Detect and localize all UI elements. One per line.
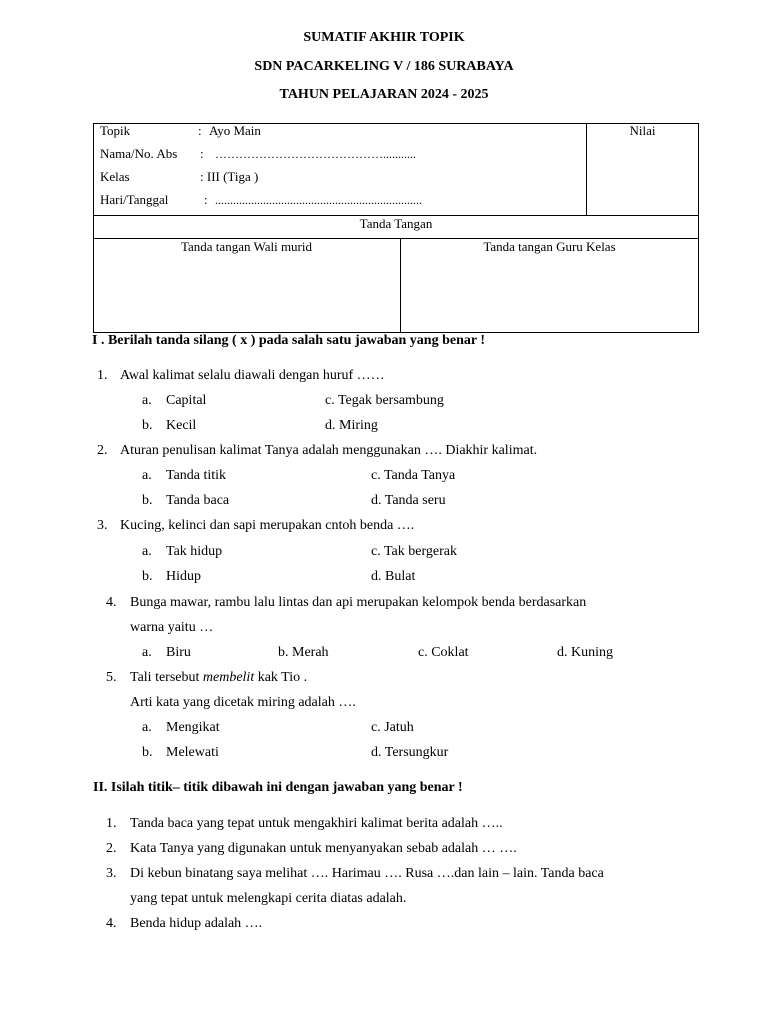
nama-separator: : (200, 146, 204, 161)
option-d[interactable]: d. Tersungkur (371, 745, 449, 760)
option-c[interactable]: c. Tanda Tanya (371, 468, 456, 483)
ttd-wali-label: Tanda tangan Wali murid (180, 239, 312, 254)
option-c[interactable]: c. Tegak bersambung (325, 393, 444, 408)
option-a[interactable]: Tak hidup (166, 544, 223, 559)
option-b-letter: b. (142, 745, 153, 760)
option-a-letter: a. (142, 393, 152, 408)
academic-year: TAHUN PELAJARAN 2024 - 2025 (279, 87, 489, 102)
option-d[interactable]: d. Miring (325, 418, 378, 433)
question-number: 3. (106, 866, 117, 881)
option-b[interactable]: b. Merah (278, 645, 329, 660)
exam-title: SUMATIF AKHIR TOPIK (303, 30, 465, 45)
option-c[interactable]: c. Tak bergerak (371, 544, 457, 559)
nilai-label: Nilai (629, 123, 656, 138)
tanda-tangan-header: Tanda Tangan (359, 216, 433, 231)
option-a[interactable]: Biru (166, 645, 191, 660)
topik-separator: : (198, 123, 202, 138)
school-name: SDN PACARKELING V / 186 SURABAYA (254, 59, 514, 74)
question-number: 1. (97, 368, 108, 383)
ttd-guru-label: Tanda tangan Guru Kelas (483, 239, 616, 254)
question-text: Bunga mawar, rambu lalu lintas dan api merupakan kelompok benda berdasarkan (130, 595, 587, 610)
option-a[interactable]: Capital (166, 393, 207, 408)
question-text: Aturan penulisan kalimat Tanya adalah menggunakan …. Diakhir kalimat. (120, 443, 538, 458)
section-2-title: II. Isilah titik– titik dibawah ini dengan jawaban yang benar ! (93, 780, 463, 795)
option-c[interactable]: c. Coklat (418, 645, 469, 660)
option-d[interactable]: d. Bulat (371, 569, 416, 584)
option-a-letter: a. (142, 645, 152, 660)
option-a[interactable]: Mengikat (166, 720, 220, 735)
question-text-pre: Tali tersebut (130, 670, 203, 685)
option-b[interactable]: Melewati (166, 745, 219, 760)
question-text: Di kebun binatang saya melihat …. Harimau …. Rusa ….dan lain – lain. Tanda baca (130, 866, 604, 881)
question-text (130, 670, 307, 686)
topik-label: Topik (100, 123, 131, 138)
topik-value: Ayo Main (209, 123, 261, 138)
option-a-letter: a. (142, 544, 152, 559)
question-text-continued: Arti kata yang dicetak miring adalah …. (130, 695, 356, 710)
option-b-letter: b. (142, 569, 153, 584)
question-number: 1. (106, 816, 117, 831)
question-text: Kata Tanya yang digunakan untuk menyanyakan sebab adalah … …. (130, 841, 517, 856)
question-text: Tanda baca yang tepat untuk mengakhiri kalimat berita adalah ….. (130, 816, 503, 831)
kelas-label: Kelas (100, 169, 130, 184)
question-text-post: kak Tio . (254, 670, 308, 685)
option-d[interactable]: d. Kuning (557, 645, 613, 660)
option-a-letter: a. (142, 720, 152, 735)
option-d[interactable]: d. Tanda seru (371, 493, 446, 508)
option-b-letter: b. (142, 493, 153, 508)
option-c[interactable]: c. Jatuh (371, 720, 414, 735)
question-number: 2. (106, 841, 117, 856)
hari-separator: : (204, 192, 208, 207)
option-a-letter: a. (142, 468, 152, 483)
question-number: 5. (106, 670, 117, 685)
hari-field[interactable]: ..................................................................... (215, 193, 422, 207)
question-text-continued: warna yaitu … (130, 620, 214, 635)
italic-word: membelit (202, 670, 255, 685)
question-text: Benda hidup adalah …. (130, 916, 263, 931)
question-number: 2. (97, 443, 108, 458)
hari-label: Hari/Tanggal (100, 192, 169, 207)
question-number: 4. (106, 916, 117, 931)
option-b[interactable]: Hidup (166, 569, 201, 584)
option-a[interactable]: Tanda titik (166, 468, 227, 483)
option-b[interactable]: Kecil (166, 418, 197, 433)
option-b-letter: b. (142, 418, 153, 433)
kelas-value: : III (Tiga ) (200, 169, 259, 184)
nama-field[interactable]: ……………………………………........... (215, 147, 416, 161)
question-number: 3. (97, 518, 108, 533)
section-1-title: I . Berilah tanda silang ( x ) pada salah satu jawaban yang benar ! (92, 333, 485, 348)
question-text: Awal kalimat selalu diawali dengan huruf …… (120, 368, 385, 383)
question-text-continued: yang tepat untuk melengkapi cerita diatas adalah. (130, 891, 407, 906)
question-number: 4. (106, 595, 117, 610)
option-b[interactable]: Tanda baca (166, 493, 230, 508)
nama-label: Nama/No. Abs (100, 146, 178, 161)
question-text: Kucing, kelinci dan sapi merupakan cntoh benda …. (120, 518, 415, 533)
